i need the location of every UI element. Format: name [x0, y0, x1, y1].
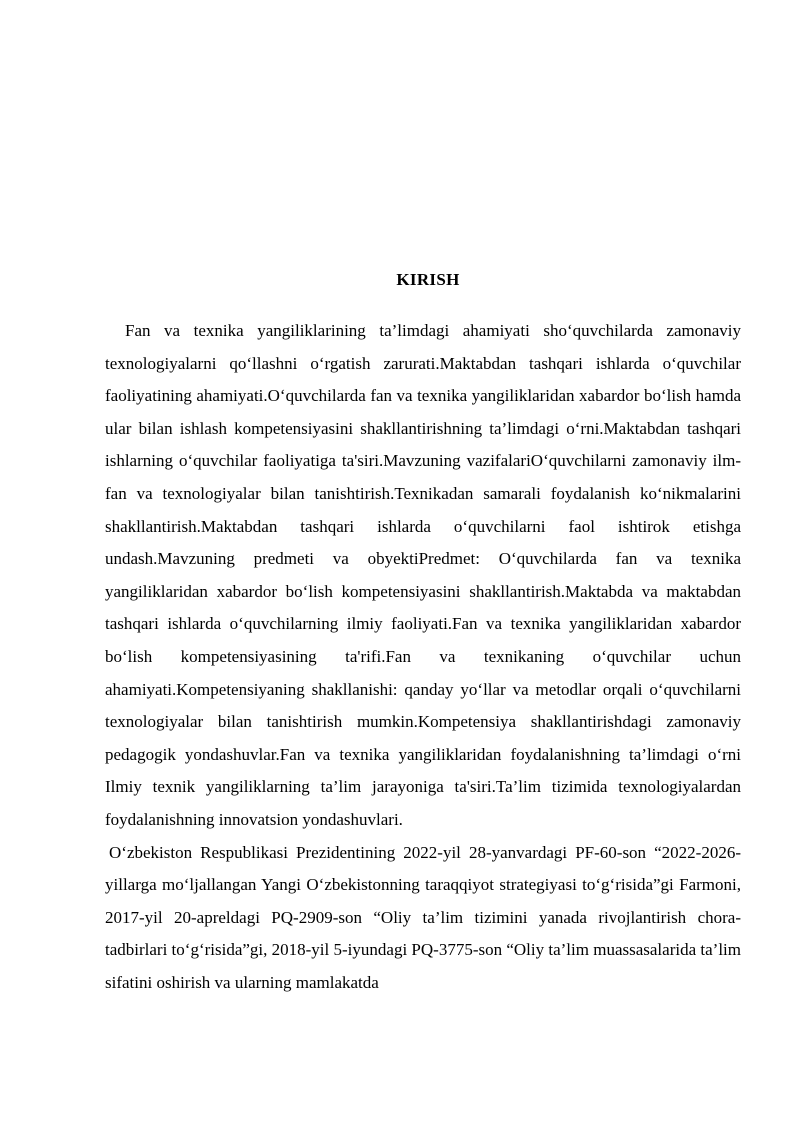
body-text: [105, 315, 741, 999]
section-heading: KIRISH: [396, 270, 460, 289]
paragraph-legal-references: O‘zbekiston Respublikasi Prezidentining 2022-yil 28-yanvardagi PF-60-son “2022-2026-yillarga mo‘ljallangan Yangi O‘zbekistonning taraqqiyot strategiyasi to‘g‘risida”gi Farmoni, 2017-yil 20-apreldagi PQ-2909-son “Oliy ta’lim tizimini yanada rivojlantirish chora-tadbirlari to‘g‘risida”gi, 2018-yil 5-iyundagi PQ-3775-son “Oliy ta’lim muassasalarida ta’lim sifatini oshirish va ularning mamlakatda: [105, 842, 741, 992]
paragraph-intro: Fan va texnika yangiliklarining ta’limdagi ahamiyati sho‘quvchilarda zamonaviy texnologiyalarni qo‘llashni o‘rgatish zarurati.Maktabdan tashqari ishlarda o‘quvchilar faoliyatining ahamiyati.O‘quvchilarda fan va texnika yangiliklaridan xabardor bo‘lish hamda ular bilan ishlash kompetensiyasini shakllantirishning ta’limdagi o‘rni.Maktabdan tashqari ishlarning o‘quvchilar faoliyatiga ta'siri.Mavzuning vazifalariO‘quvchilarni zamonaviy ilm-fan va texnologiyalar bilan tanishtirish.Texnikadan samarali foydalanish ko‘nikmalarini shakllantirish.Maktabdan tashqari ishlarda o‘quvchilarni faol ishtirok etishga undash.Mavzuning predmeti va obyektiPredmet: O‘quvchilarda fan va texnika yangiliklaridan xabardor bo‘lish kompetensiyasini shakllantirish.Maktabda va maktabdan tashqari ishlarda o‘quvchilarning ilmiy faoliyati.Fan va texnika yangiliklaridan xabardor bo‘lish kompetensiyasining ta'rifi.Fan va texnikaning o‘quvchilar uchun ahamiyati.Kompetensiyaning shakllanishi: qanday yo‘llar va metodlar orqali o‘quvchilarni texnologiyalar bilan tanishtirish mumkin.Kompetensiya shakllantirishdagi zamonaviy pedagogik yondashuvlar.Fan va texnika yangiliklaridan foydalanishning ta’limdagi o‘rni Ilmiy texnik yangiliklarning ta’lim jarayoniga ta'siri.Ta’lim tizimida texnologiyalardan foydalanishning innovatsion yondashuvlari.: [105, 321, 741, 829]
